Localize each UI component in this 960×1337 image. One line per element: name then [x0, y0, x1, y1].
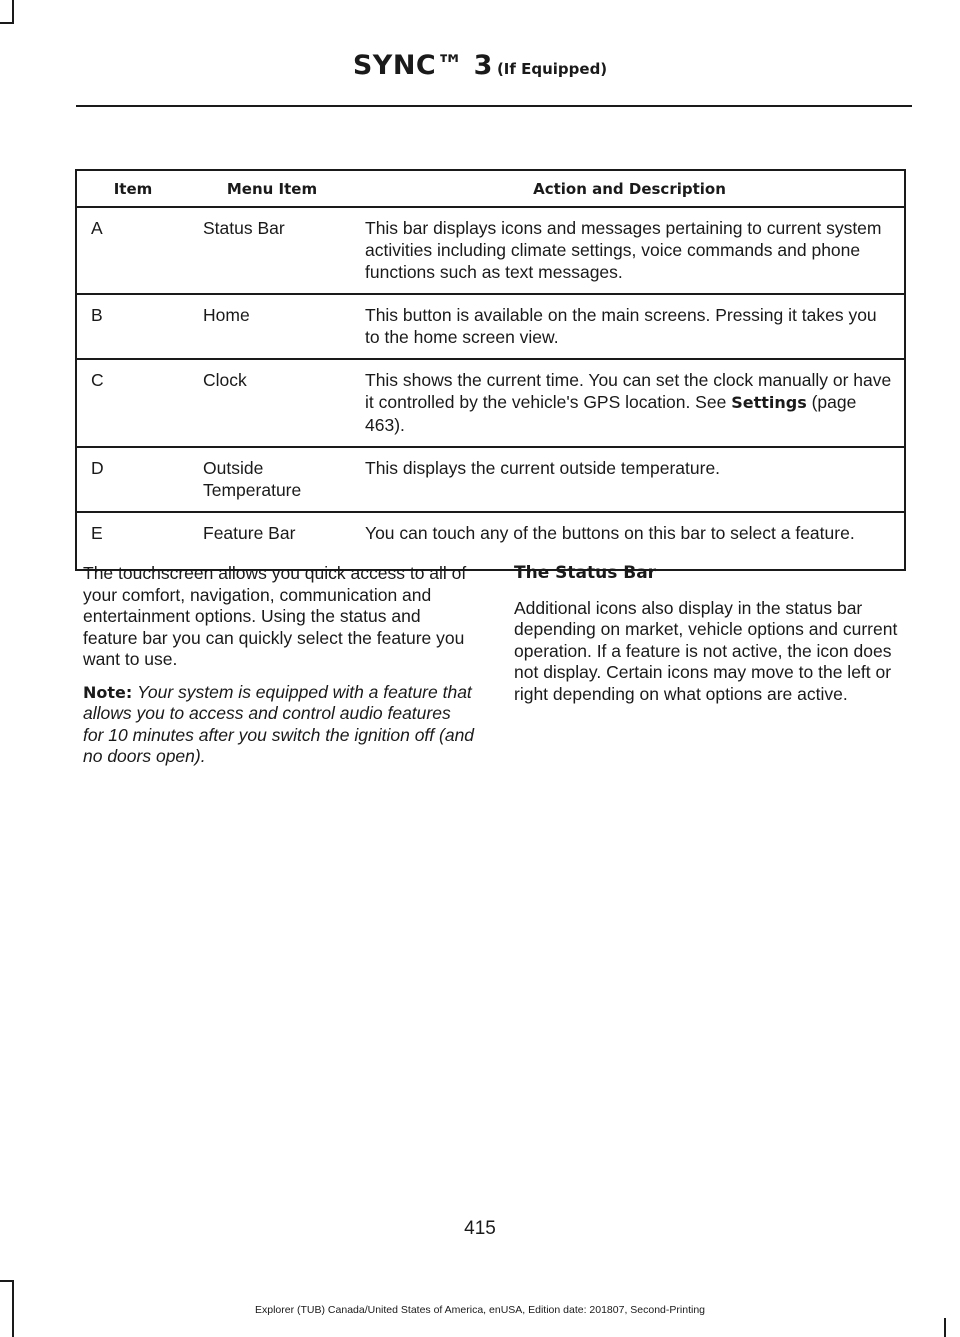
note-text: Your system is equipped with a feature that allows you to access and control audio features for 10 minutes after you switch the ignition off (and no doors open).: [83, 681, 475, 766]
table-row: [76, 512, 905, 570]
note-paragraph: [83, 682, 475, 768]
left-column: [83, 563, 475, 779]
row-menu-item: Home: [189, 294, 355, 359]
header-title: SYNC™ 3: [352, 50, 493, 81]
settings-cross-reference-link[interactable]: Settings: [731, 393, 807, 412]
crop-mark-top-left-h: [0, 22, 14, 24]
page-header: [0, 50, 960, 81]
column-header-item: Item: [76, 170, 189, 207]
row-menu-item: Feature Bar: [189, 512, 355, 570]
page-number: 415: [464, 1218, 496, 1239]
section-heading: The Status Bar: [514, 563, 657, 583]
row-item-label: D: [76, 447, 189, 512]
row-description: This bar displays icons and messages pertaining to current system activities including climate settings, voice commands and phone functions such as text messages.: [355, 207, 905, 294]
crop-mark-top-left: [12, 0, 14, 22]
row-description-text: This shows the current time. You can set the clock manually or have it controlled by the vehicle's GPS location. See: [365, 370, 892, 412]
row-item-label: A: [76, 207, 189, 294]
table-row: [76, 207, 905, 294]
row-description: This button is available on the main screens. Pressing it takes you to the home screen view.: [355, 294, 905, 359]
right-column: [514, 563, 906, 716]
header-rule: [76, 105, 912, 107]
row-description: This displays the current outside temperature.: [355, 447, 905, 512]
footer-text: Explorer (TUB) Canada/United States of America, enUSA, Edition date: 201807, Second-Printing: [255, 1304, 705, 1316]
table-row: [76, 447, 905, 512]
column-header-action-description: Action and Description: [355, 170, 905, 207]
row-item-label: B: [76, 294, 189, 359]
header-subtitle: (If Equipped): [496, 60, 608, 78]
row-description: You can touch any of the buttons on this bar to select a feature.: [355, 512, 905, 570]
row-menu-item: Status Bar: [189, 207, 355, 294]
note-label: Note:: [83, 682, 133, 702]
row-description: [355, 359, 905, 447]
row-item-label: E: [76, 512, 189, 570]
table-row: [76, 359, 905, 447]
menu-items-table: [75, 169, 906, 571]
table-header-row: [76, 170, 905, 207]
intro-paragraph: The touchscreen allows you quick access to all of your comfort, navigation, communication and entertainment options. Using the status and feature bar you can quickly select the feature you want to use.: [83, 563, 467, 669]
column-header-menu-item: Menu Item: [189, 170, 355, 207]
crop-mark-bottom-right: [944, 1318, 946, 1337]
cross-reference-page: (page 463).: [365, 392, 857, 435]
row-menu-item: Clock: [189, 359, 355, 447]
status-bar-paragraph: Additional icons also display in the status bar depending on market, vehicle options and current operation. If a feature is not active, the icon does not display. Certain icons may move to the left or right depending on what options are active.: [514, 597, 898, 704]
crop-mark-bottom-left-h: [0, 1280, 14, 1282]
row-item-label: C: [76, 359, 189, 447]
row-menu-item: Outside Temperature: [189, 447, 355, 512]
table-row: [76, 294, 905, 359]
